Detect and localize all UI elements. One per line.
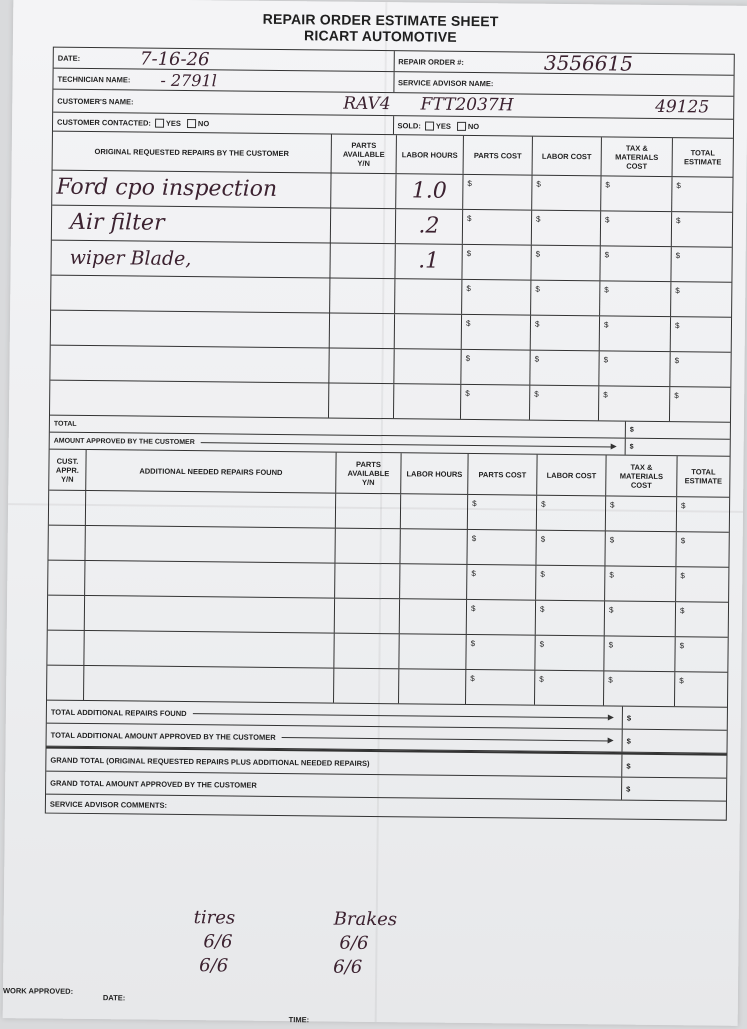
tax-cost: $ bbox=[599, 316, 670, 351]
total-estimate: $ bbox=[674, 637, 727, 672]
advisor-comments-label: SERVICE ADVISOR COMMENTS: bbox=[49, 799, 168, 810]
advisor-label: SERVICE ADVISOR NAME: bbox=[397, 77, 494, 88]
col-labor-hours: LABOR HOURS bbox=[400, 453, 467, 494]
contacted-no-label: NO bbox=[197, 118, 210, 128]
tax-cost: $ bbox=[599, 246, 670, 281]
vehicle-cell bbox=[339, 93, 733, 119]
total-additional-value: $ bbox=[622, 707, 727, 730]
table2-header bbox=[49, 450, 729, 498]
note-tires: tires bbox=[193, 907, 236, 929]
grand-total-approved-value: $ bbox=[621, 778, 726, 801]
labor-cost: $ bbox=[530, 246, 599, 281]
total-estimate: $ bbox=[670, 247, 731, 282]
total-label: TOTAL bbox=[53, 420, 77, 428]
labor-hours: .1 bbox=[418, 248, 440, 274]
tax-cost: $ bbox=[604, 531, 675, 566]
parts-cost: $ bbox=[466, 530, 535, 565]
tax-cost: $ bbox=[599, 281, 670, 316]
work-approved-label: WORK APPROVED: bbox=[2, 986, 74, 996]
sheet-title: REPAIR ORDER ESTIMATE SHEET bbox=[262, 10, 499, 30]
note-brakes-date-2: 6/6 bbox=[333, 956, 363, 978]
parts-cost: $ bbox=[465, 635, 534, 670]
tax-cost: $ bbox=[604, 601, 675, 636]
parts-cost: $ bbox=[461, 280, 530, 315]
labor-cost: $ bbox=[531, 176, 600, 211]
date-label: DATE: bbox=[57, 53, 81, 63]
total-estimate: $ bbox=[675, 532, 728, 567]
labor-cost: $ bbox=[536, 496, 605, 531]
tax-cost: $ bbox=[603, 671, 674, 706]
time-footer-label: TIME: bbox=[288, 1015, 310, 1025]
parts-cost: $ bbox=[465, 670, 534, 705]
col-total-estimate: TOTAL ESTIMATE bbox=[672, 138, 733, 177]
labor-cost: $ bbox=[529, 386, 598, 421]
col-labor-cost: LABOR COST bbox=[536, 455, 605, 496]
total-additional-label: TOTAL ADDITIONAL REPAIRS FOUND bbox=[50, 707, 187, 718]
tax-cost: $ bbox=[598, 386, 669, 421]
advisor-cell bbox=[393, 72, 734, 96]
labor-cost: $ bbox=[530, 316, 599, 351]
repair-desc: Ford cpo inspection bbox=[56, 174, 278, 202]
parts-cost: $ bbox=[460, 350, 529, 385]
contacted-no-checkbox[interactable] bbox=[187, 119, 196, 128]
parts-cost: $ bbox=[467, 495, 536, 530]
labor-cost: $ bbox=[535, 601, 604, 636]
date-cell bbox=[54, 48, 394, 72]
total-estimate: $ bbox=[675, 602, 728, 637]
repair-order-value: 3556615 bbox=[543, 50, 634, 76]
contacted-yes-checkbox[interactable] bbox=[155, 118, 164, 127]
col-additional-repairs: ADDITIONAL NEEDED REPAIRS FOUND bbox=[139, 466, 283, 477]
col-total-estimate: TOTAL ESTIMATE bbox=[676, 456, 729, 497]
col-parts-available: PARTS AVAILABLE Y/N bbox=[335, 453, 400, 494]
tax-cost: $ bbox=[604, 566, 675, 601]
parts-cost: $ bbox=[466, 565, 535, 600]
sold-yes-label: YES bbox=[435, 121, 451, 131]
sold-cell bbox=[392, 116, 733, 138]
repair-order-label: REPAIR ORDER #: bbox=[398, 56, 464, 67]
grand-total-label: GRAND TOTAL (ORIGINAL REQUESTED REPAIRS PLUS ADDITIONAL NEEDED REPAIRS) bbox=[50, 755, 370, 768]
total-estimate: $ bbox=[671, 212, 732, 247]
labor-cost: $ bbox=[534, 671, 603, 706]
labor-cost: $ bbox=[531, 211, 600, 246]
parts-cost: $ bbox=[466, 600, 535, 635]
total-estimate: $ bbox=[669, 387, 730, 422]
total-estimate: $ bbox=[671, 177, 732, 212]
sold-no-label: NO bbox=[467, 121, 480, 131]
company-name: RICART AUTOMOTIVE bbox=[304, 27, 457, 45]
tax-cost: $ bbox=[600, 176, 671, 211]
grand-total-value: $ bbox=[621, 755, 726, 778]
total-value: $ bbox=[625, 422, 730, 439]
parts-cost: $ bbox=[461, 315, 530, 350]
footer bbox=[2, 986, 738, 1025]
additional-approved-label: TOTAL ADDITIONAL AMOUNT APPROVED BY THE CUSTOMER bbox=[50, 730, 276, 742]
mileage-value: 49125 bbox=[655, 96, 710, 118]
technician-label: TECHNICIAN NAME: bbox=[57, 74, 131, 84]
parts-cost: $ bbox=[462, 210, 531, 245]
note-tires-date-2: 6/6 bbox=[199, 955, 229, 977]
repair-order-cell bbox=[393, 51, 734, 75]
arrow-icon bbox=[282, 737, 612, 741]
total-estimate: $ bbox=[676, 497, 729, 532]
technician-value: - 2791l bbox=[160, 70, 217, 90]
technician-cell bbox=[53, 69, 393, 93]
contacted-label: CUSTOMER CONTACTED: bbox=[57, 117, 152, 128]
amount-approved-value: $ bbox=[625, 439, 730, 456]
date-value: 7-16-26 bbox=[139, 48, 210, 70]
col-parts-cost: PARTS COST bbox=[467, 454, 536, 495]
arrow-icon bbox=[201, 442, 615, 447]
tax-cost: $ bbox=[605, 496, 676, 531]
col-tax-materials: TAX & MATERIALS COST bbox=[601, 137, 672, 176]
sold-label: SOLD: bbox=[397, 120, 421, 130]
col-original-repairs: ORIGINAL REQUESTED REPAIRS BY THE CUSTOMER bbox=[94, 146, 290, 158]
col-labor-cost: LABOR COST bbox=[532, 137, 601, 176]
total-estimate: $ bbox=[670, 317, 731, 352]
vehicle-value: RAV4 bbox=[343, 93, 391, 115]
customer-cell bbox=[53, 90, 339, 115]
parts-cost: $ bbox=[460, 385, 529, 420]
tax-cost: $ bbox=[600, 211, 671, 246]
grand-total-approved-label: GRAND TOTAL AMOUNT APPROVED BY THE CUSTOMER bbox=[50, 778, 257, 790]
col-parts-available: PARTS AVAILABLE Y/N bbox=[331, 135, 396, 174]
note-brakes-date-1: 6/6 bbox=[339, 932, 369, 954]
total-estimate: $ bbox=[674, 672, 727, 707]
col-cust-approved: CUST. APPR. Y/N bbox=[49, 450, 86, 490]
contacted-yes-label: YES bbox=[165, 118, 182, 128]
labor-cost: $ bbox=[530, 281, 599, 316]
sold-no-checkbox[interactable] bbox=[457, 121, 466, 130]
handwritten-comments bbox=[193, 905, 454, 988]
repair-desc: wiper Blade, bbox=[69, 246, 192, 271]
total-estimate: $ bbox=[670, 282, 731, 317]
note-brakes: Brakes bbox=[333, 908, 398, 931]
parts-cost: $ bbox=[461, 245, 530, 280]
labor-cost: $ bbox=[534, 636, 603, 671]
parts-cost: $ bbox=[462, 175, 531, 210]
repair-desc: Air filter bbox=[69, 209, 165, 236]
total-estimate: $ bbox=[669, 352, 730, 387]
labor-cost: $ bbox=[535, 566, 604, 601]
total-estimate: $ bbox=[675, 567, 728, 602]
labor-hours: .2 bbox=[418, 213, 440, 239]
vin-value: FTT2037H bbox=[420, 94, 514, 116]
form-grid bbox=[45, 47, 735, 821]
customer-label: CUSTOMER'S NAME: bbox=[57, 96, 134, 106]
tax-cost: $ bbox=[598, 351, 669, 386]
date-footer-label: DATE: bbox=[102, 993, 126, 1003]
col-labor-hours: LABOR HOURS bbox=[396, 135, 463, 174]
estimate-sheet bbox=[3, 0, 747, 1026]
tax-cost: $ bbox=[603, 636, 674, 671]
labor-cost: $ bbox=[535, 531, 604, 566]
col-tax-materials: TAX & MATERIALS COST bbox=[605, 455, 676, 496]
col-parts-cost: PARTS COST bbox=[463, 136, 532, 175]
contacted-cell bbox=[53, 113, 393, 135]
sold-yes-checkbox[interactable] bbox=[425, 121, 434, 130]
additional-approved-value: $ bbox=[622, 730, 727, 753]
amount-approved-label: AMOUNT APPROVED BY THE CUSTOMER bbox=[53, 437, 195, 446]
labor-cost: $ bbox=[529, 351, 598, 386]
arrow-icon bbox=[193, 713, 612, 718]
labor-hours: 1.0 bbox=[411, 178, 447, 204]
note-tires-date-1: 6/6 bbox=[203, 931, 233, 953]
